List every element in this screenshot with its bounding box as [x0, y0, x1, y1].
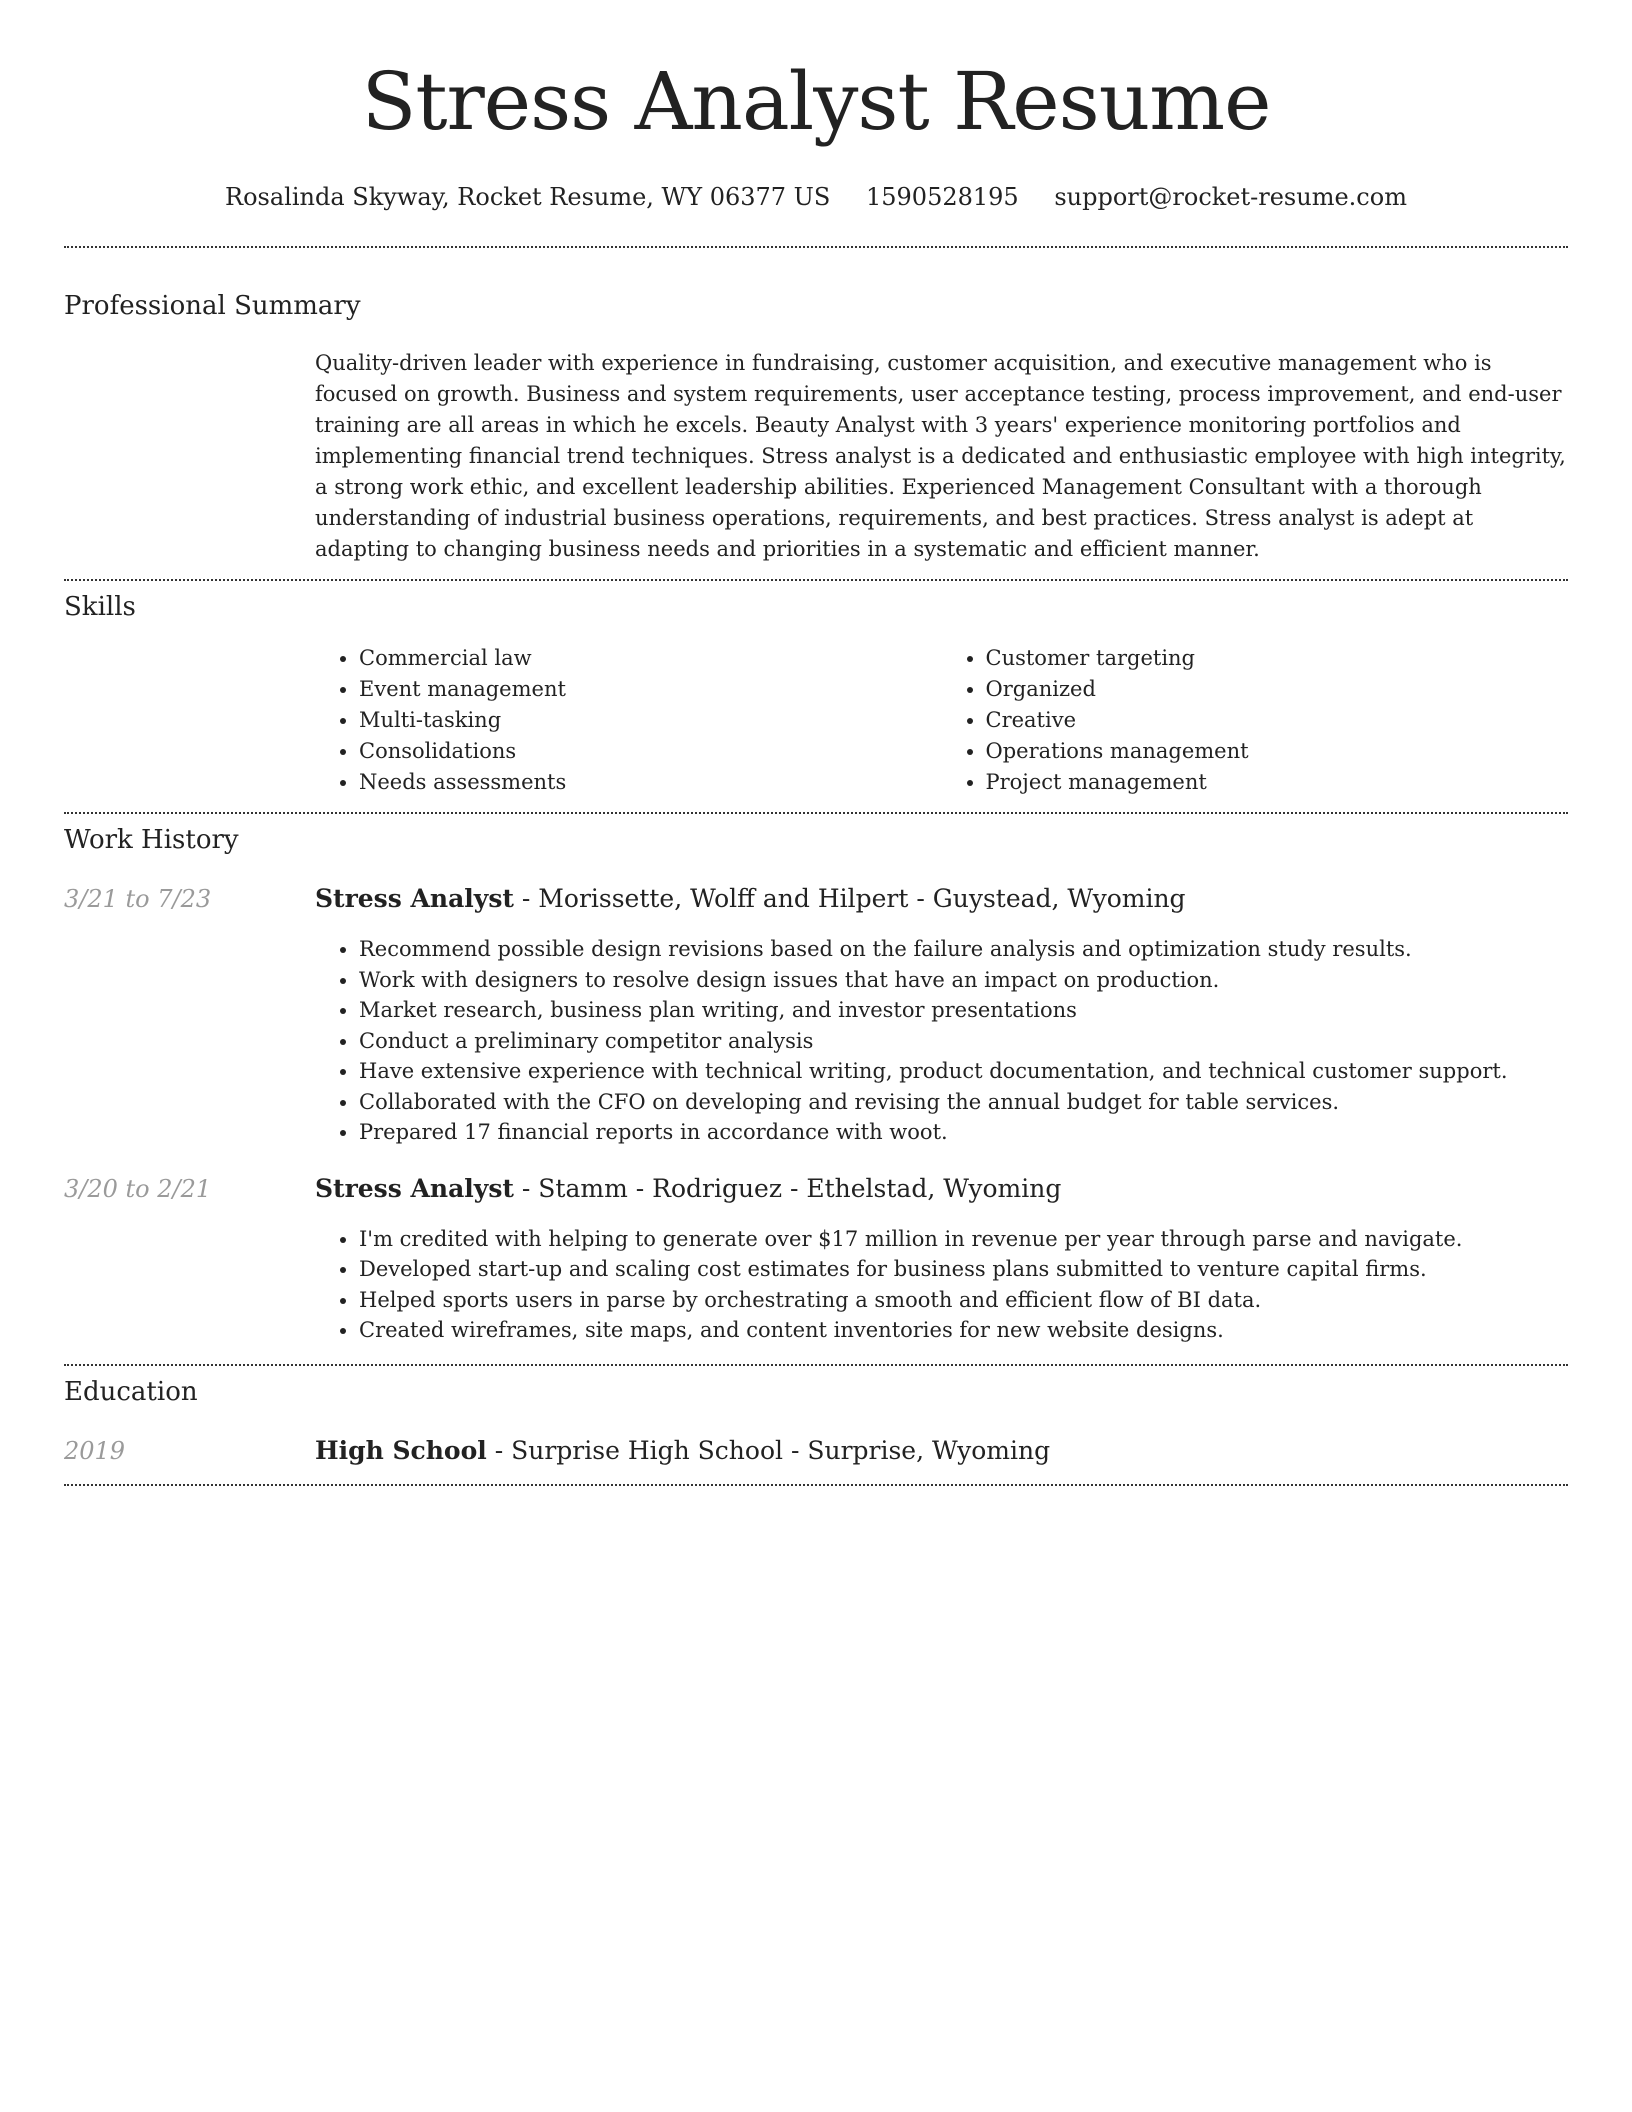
- education-school: - Surprise High School - Surprise, Wyoming: [486, 1435, 1051, 1465]
- job-heading: [315, 884, 1186, 914]
- job-bullet: • Helped sports users in parse by orchestrating a smooth and efficient flow of BI data.: [359, 1285, 1568, 1316]
- page-title: Stress Analyst Resume: [361, 55, 1271, 148]
- job-bullets: [315, 1224, 1568, 1346]
- resume-header: [64, 0, 1568, 212]
- job-entry: [64, 1174, 1568, 1346]
- skill-item: • Customer targeting: [986, 643, 1569, 674]
- education-entry: [64, 1436, 1568, 1466]
- work-history-heading: Work History: [64, 825, 239, 855]
- job-bullet: • Created wireframes, site maps, and content inventories for new website designs.: [359, 1315, 1568, 1346]
- education-heading-line: [315, 1436, 1050, 1466]
- section-divider: [64, 1484, 1568, 1486]
- job-bullet: • Collaborated with the CFO on developing and revising the annual budget for table services.: [359, 1087, 1568, 1118]
- job-bullet: • Developed start-up and scaling cost estimates for business plans submitted to venture capital firms.: [359, 1254, 1568, 1285]
- job-bullet: • Conduct a preliminary competitor analysis: [359, 1026, 1568, 1057]
- skill-item: • Creative: [986, 705, 1569, 736]
- education-degree: High School: [315, 1435, 487, 1465]
- job-header: [64, 1174, 1568, 1204]
- job-bullet: • Have extensive experience with technical writing, product documentation, and technical customer support.: [359, 1056, 1568, 1087]
- job-entry: [64, 884, 1568, 1148]
- education-heading: Education: [64, 1376, 198, 1407]
- skills-list-right: [942, 643, 1569, 798]
- job-bullet: • Prepared 17 financial reports in accordance with woot.: [359, 1117, 1568, 1148]
- job-bullet: • Work with designers to resolve design issues that have an impact on production.: [359, 965, 1568, 996]
- skill-item: • Multi-tasking: [359, 705, 942, 736]
- contact-phone: 1590528195: [865, 183, 1019, 211]
- skill-item: • Project management: [986, 767, 1569, 798]
- skills-section: [64, 581, 1568, 798]
- job-bullet: • I'm credited with helping to generate over $17 million in revenue per year through parse and navigate.: [359, 1224, 1568, 1255]
- skill-item: • Operations management: [986, 736, 1569, 767]
- job-header: [64, 884, 1568, 914]
- contact-address: Rosalinda Skyway, Rocket Resume, WY 06377 US: [225, 183, 831, 211]
- skill-item: • Event management: [359, 674, 942, 705]
- skill-item: • Needs assessments: [359, 767, 942, 798]
- job-bullet: • Recommend possible design revisions based on the failure analysis and optimization study results.: [359, 934, 1568, 965]
- job-employer: - Stamm - Rodriguez - Ethelstad, Wyoming: [513, 1173, 1062, 1203]
- job-title: Stress Analyst: [315, 1173, 514, 1203]
- skills-heading: Skills: [64, 592, 136, 622]
- contact-line: [64, 182, 1568, 212]
- job-dates: 3/21 to 7/23: [64, 885, 212, 913]
- job-bullets: [315, 934, 1568, 1148]
- summary-text: Quality-driven leader with experience in fundraising, customer acquisition, and executive management who is focused on growth. Business and system requirements, user acceptance testing, process improvement, and end-user training are all areas in which he excels. Beauty Analyst with 3 years' experience monitoring portfolios and implementing financial trend techniques. Stress analyst is a dedicated and enthusiastic employee with high integrity, a strong work ethic, and excellent leadership abilities. Experienced Management Consultant with a thorough understanding of industrial business operations, requirements, and best practices. Stress analyst is adept at adapting to changing business needs and priorities in a systematic and efficient manner.: [315, 351, 1566, 561]
- job-title: Stress Analyst: [315, 884, 514, 913]
- summary-heading: Professional Summary: [64, 291, 361, 321]
- job-bullet: • Market research, business plan writing, and investor presentations: [359, 995, 1568, 1026]
- education-year: 2019: [64, 1436, 126, 1465]
- education-section: [64, 1366, 1568, 1466]
- skills-grid: [315, 643, 1568, 798]
- skills-list-left: [315, 643, 942, 798]
- work-history-section: [64, 814, 1568, 1346]
- skill-item: • Commercial law: [359, 643, 942, 674]
- job-employer: - Morissette, Wolff and Hilpert - Guystead, Wyoming: [513, 884, 1186, 913]
- job-heading: [315, 1174, 1061, 1204]
- summary-section: [64, 248, 1568, 565]
- contact-email: support@rocket-resume.com: [1054, 183, 1407, 211]
- skill-item: • Consolidations: [359, 736, 942, 767]
- job-dates: 3/20 to 2/21: [64, 1174, 212, 1203]
- skill-item: • Organized: [986, 674, 1569, 705]
